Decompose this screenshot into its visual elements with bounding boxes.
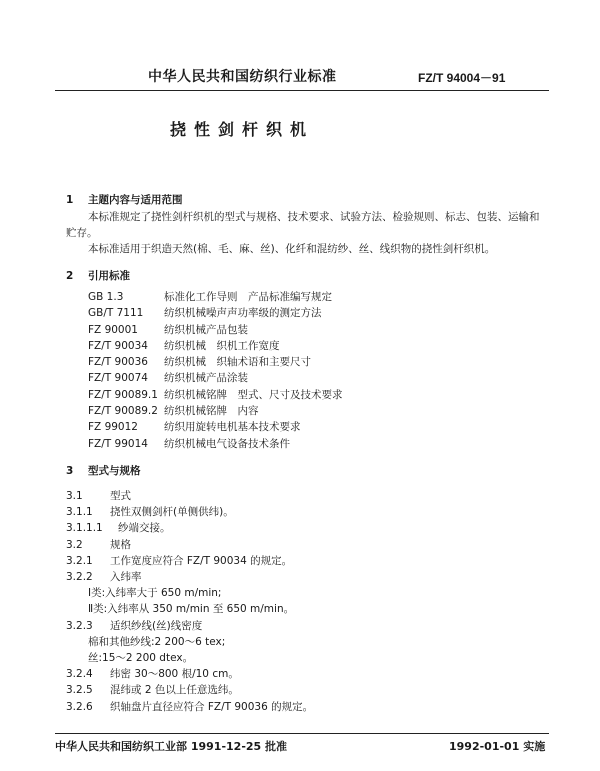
section-2-heading xyxy=(66,268,546,285)
reference-code: FZ/T 90036 xyxy=(88,356,148,369)
reference-code: FZ 90001 xyxy=(88,323,138,336)
reference-title: 标准化工作导则 产品标准编写规定 xyxy=(164,291,332,303)
clause-3-1 xyxy=(66,488,546,504)
document-body xyxy=(66,192,546,715)
reference-title: 纺织机械 织机工作宽度 xyxy=(164,339,280,352)
section-title: 主题内容与适用范围 xyxy=(88,194,183,206)
clause-number: 3.1 xyxy=(66,489,83,502)
reference-item xyxy=(88,322,546,338)
reference-code: GB/T 7111 xyxy=(88,307,144,320)
clause-3-1-1-1 xyxy=(66,520,546,536)
reference-title: 纺织机械铭牌 型式、尺寸及技术要求 xyxy=(164,388,343,401)
reference-title: 纺织机械铭牌 内容 xyxy=(164,405,259,418)
approval-line: 中华人民共和国纺织工业部 1991-12-25 批准 xyxy=(55,740,288,753)
reference-title: 纺织机械产品包装 xyxy=(164,323,248,336)
reference-title: 纺织用旋转电机基本技术要求 xyxy=(164,421,301,434)
reference-item xyxy=(88,436,546,452)
clause-number: 3.2.3 xyxy=(66,619,93,632)
reference-title: 纺织机械电气设备技术条件 xyxy=(164,437,290,450)
clause-number: 3.1.1.1 xyxy=(66,522,103,535)
clause-3-2-2-type-1: Ⅰ类:入纬率大于 650 m/min; xyxy=(88,587,222,600)
reference-item xyxy=(88,370,546,386)
clause-text: 入纬率 xyxy=(110,570,142,583)
section-number: 1 xyxy=(66,194,74,206)
reference-list xyxy=(88,289,546,452)
clause-text: 挠性双侧剑杆(单侧供纬)。 xyxy=(110,506,234,519)
clause-number: 3.2.5 xyxy=(66,684,93,697)
clause-3-2-2-type-2: Ⅱ类:入纬率从 350 m/min 至 650 m/min。 xyxy=(88,603,295,616)
section-title: 引用标准 xyxy=(88,270,130,282)
clause-number: 3.2.6 xyxy=(66,700,93,713)
clause-text: 织轴盘片直径应符合 FZ/T 90036 的规定。 xyxy=(110,700,314,713)
reference-item xyxy=(88,289,546,305)
reference-code: FZ/T 90074 xyxy=(88,372,148,385)
section-1-paragraph-2: 本标准适用于织造天然(棉、毛、麻、丝)、化纤和混纺纱、丝、线织物的挠性剑杆织机。 xyxy=(88,243,496,255)
clause-3-2-3 xyxy=(66,618,546,634)
section-number: 3 xyxy=(66,464,74,477)
clause-text: 纬密 30～800 根/10 cm。 xyxy=(110,668,239,681)
reference-code: FZ 99012 xyxy=(88,421,138,434)
reference-item xyxy=(88,419,546,435)
clause-text: 规格 xyxy=(110,538,131,551)
reference-code: FZ/T 99014 xyxy=(88,437,148,450)
clause-3-2 xyxy=(66,537,546,553)
reference-code: FZ/T 90034 xyxy=(88,339,148,352)
reference-item xyxy=(88,338,546,354)
clause-text: 适织纱线(丝)线密度 xyxy=(110,619,203,632)
reference-title: 纺织机械 织轴术语和主要尺寸 xyxy=(164,356,311,369)
reference-item xyxy=(88,403,546,419)
clause-text: 工作宽度应符合 FZ/T 90034 的规定。 xyxy=(110,554,293,567)
clause-3-1-1 xyxy=(66,504,546,520)
section-1-paragraph-1: 本标准规定了挠性剑杆织机的型式与规格、技术要求、试验方法、检验规则、标志、包装、运输和贮存。 xyxy=(66,211,540,239)
clause-3-2-1 xyxy=(66,553,546,569)
standard-code: FZ/T 94004－91 xyxy=(418,71,506,85)
section-title: 型式与规格 xyxy=(88,464,141,477)
reference-title: 纺织机械噪声声功率级的测定方法 xyxy=(164,307,322,320)
clause-number: 3.1.1 xyxy=(66,506,93,519)
clause-text: 纱端交接。 xyxy=(118,522,171,535)
section-1-heading xyxy=(66,192,546,209)
clause-3-2-3-cotton: 棉和其他纱线:2 200～6 tex; xyxy=(88,635,226,648)
clause-text: 型式 xyxy=(110,489,131,502)
reference-item xyxy=(88,305,546,321)
section-number: 2 xyxy=(66,270,74,282)
clause-3-2-4 xyxy=(66,666,546,682)
section-3-heading xyxy=(66,463,546,480)
effective-date: 1992-01-01 实施 xyxy=(449,740,546,753)
reference-title: 纺织机械产品涂装 xyxy=(164,372,248,385)
clause-number: 3.2.4 xyxy=(66,668,93,681)
standard-category-title: 中华人民共和国纺织行业标准 xyxy=(148,69,337,85)
reference-code: FZ/T 90089.2 xyxy=(88,405,158,418)
clause-text: 混纬或 2 色以上任意选纬。 xyxy=(110,684,239,697)
clause-number: 3.2.2 xyxy=(66,570,93,583)
clause-3-2-6 xyxy=(66,699,546,715)
clause-3-2-2 xyxy=(66,569,546,585)
clause-3-2-3-silk: 丝:15～2 200 dtex。 xyxy=(88,652,194,664)
reference-code: FZ/T 90089.1 xyxy=(88,388,158,401)
footer-rule xyxy=(55,733,549,734)
document-title: 挠性剑杆织机 xyxy=(170,120,315,139)
header-rule xyxy=(55,90,549,91)
reference-code: GB 1.3 xyxy=(88,291,124,303)
reference-item xyxy=(88,387,546,403)
clause-number: 3.2.1 xyxy=(66,554,93,567)
clause-3-2-5 xyxy=(66,682,546,698)
clause-number: 3.2 xyxy=(66,538,83,551)
reference-item xyxy=(88,354,546,370)
